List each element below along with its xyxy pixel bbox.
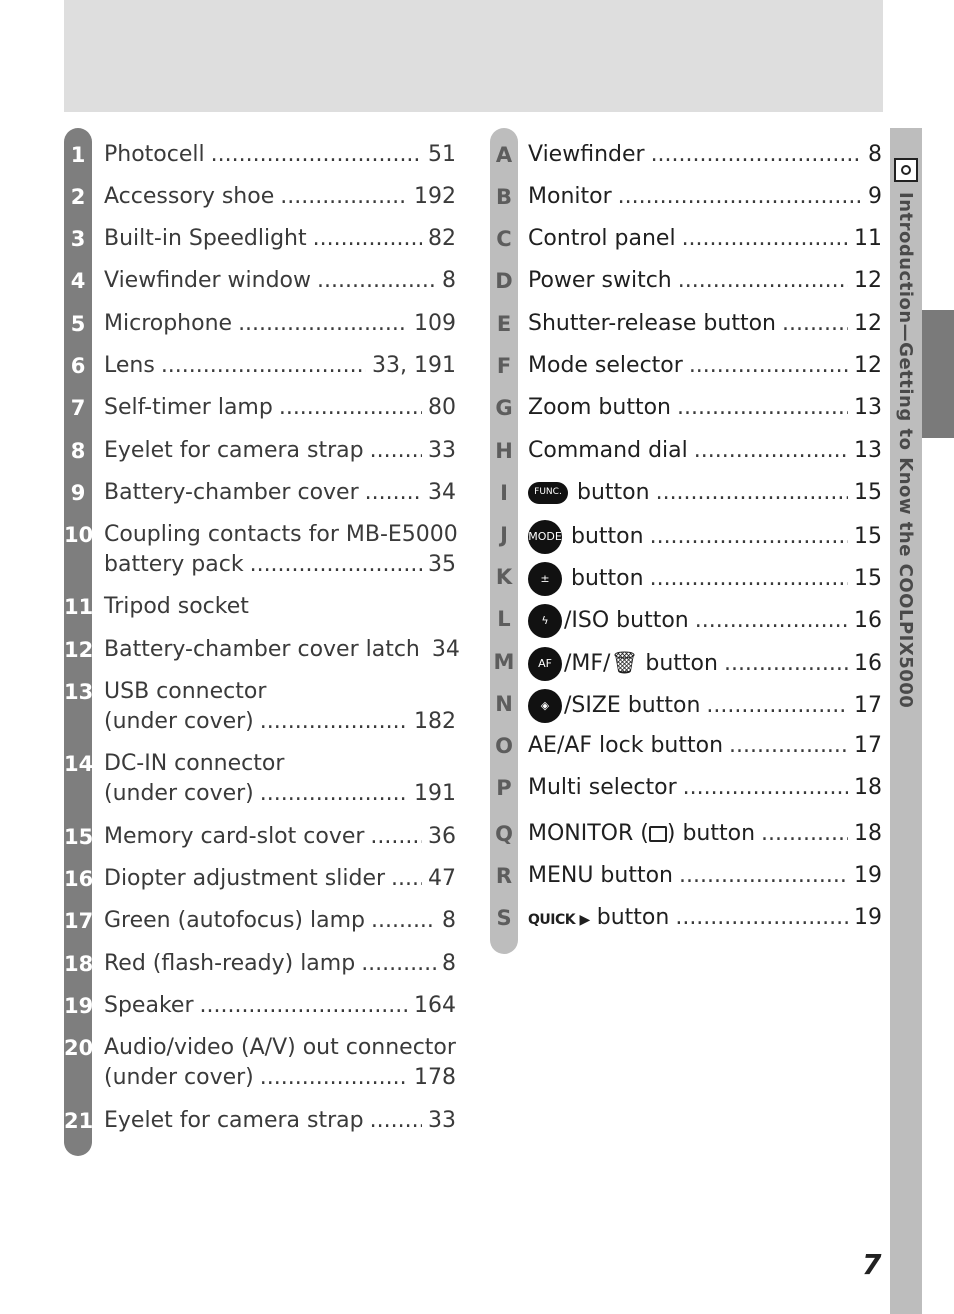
item-label: Built-in Speedlight [104, 226, 307, 251]
item-page: 36 [428, 824, 456, 849]
item-label: Monitor [528, 184, 612, 209]
quick-playback-icon: QUICK ▶ [528, 912, 590, 928]
leader-dots [706, 691, 848, 721]
item-label: Green (autofocus) lamp [104, 908, 365, 933]
item-label: Mode selector [528, 353, 683, 378]
item-label: Eyelet for camera strap [104, 1108, 364, 1133]
item-number: 3 [70, 227, 86, 251]
leader-dots [370, 822, 422, 852]
item-text [528, 520, 882, 554]
item-label: (under cover) [104, 781, 254, 806]
item-page: 13 [854, 438, 882, 463]
item-letter: N [495, 692, 513, 716]
item-number: 18 [64, 952, 94, 976]
leader-dots [761, 819, 848, 849]
item-page: 109 [414, 311, 456, 336]
item-letter: P [496, 776, 512, 800]
item-letter: G [495, 396, 513, 420]
item-letter: Q [495, 822, 513, 846]
leader-dots [650, 522, 848, 552]
item-text [104, 478, 456, 508]
item-label: Eyelet for camera strap [104, 438, 364, 463]
item-letter: A [495, 143, 513, 167]
item-text [528, 647, 882, 681]
item-text [104, 749, 456, 809]
item-label: Tripod socket [104, 594, 249, 619]
item-page: 192 [414, 184, 456, 209]
leader-dots [656, 478, 848, 508]
leader-dots [260, 707, 408, 737]
item-number: 21 [64, 1109, 94, 1133]
leader-dots [694, 436, 848, 466]
leader-dots [677, 393, 848, 423]
item-label: Battery-chamber cover [104, 480, 359, 505]
leader-dots [280, 182, 408, 212]
leader-dots [199, 991, 408, 1021]
leader-dots [695, 606, 848, 636]
item-letter: D [495, 269, 513, 293]
item-text [104, 1033, 456, 1093]
item-number: 16 [64, 867, 94, 891]
item-letter: E [496, 312, 512, 336]
item-label: Speaker [104, 993, 194, 1018]
item-text [104, 677, 456, 737]
item-page: 11 [854, 226, 882, 251]
item-label: AF /MF/🗑 button [528, 647, 718, 681]
item-line [528, 224, 882, 254]
item-letter: J [500, 523, 508, 547]
item-line [528, 819, 882, 849]
leader-dots [689, 351, 848, 381]
item-label: Battery-chamber cover latch [104, 637, 420, 662]
leader-dots [250, 550, 422, 580]
item-line [104, 393, 456, 423]
item-label: Command dial [528, 438, 688, 463]
item-line [528, 773, 882, 803]
item-line [104, 864, 456, 894]
item-label: FUNC. button [528, 478, 650, 508]
item-text [104, 949, 456, 979]
item-label: Diopter adjustment slider [104, 866, 386, 891]
item-label: Coupling contacts for MB-E5000 [104, 522, 458, 547]
item-line [104, 478, 456, 508]
leader-dots [371, 906, 436, 936]
item-page: 12 [854, 353, 882, 378]
leader-dots [391, 864, 422, 894]
item-line [104, 140, 456, 170]
item-line [528, 436, 882, 466]
item-line [104, 224, 456, 254]
item-text [528, 224, 882, 254]
item-page: 19 [854, 905, 882, 930]
item-line [104, 749, 456, 779]
item-page: 13 [854, 395, 882, 420]
item-page: 80 [428, 395, 456, 420]
item-page: 34 [431, 637, 460, 662]
item-label: Viewfinder [528, 142, 645, 167]
item-line [104, 266, 456, 296]
item-label: Memory card-slot cover [104, 824, 365, 849]
item-line [104, 635, 460, 665]
header-band [64, 0, 883, 112]
item-line [104, 351, 456, 381]
leader-dots [678, 266, 848, 296]
item-line [528, 731, 882, 761]
item-line [104, 436, 456, 466]
item-page: 8 [442, 268, 456, 293]
item-page: 15 [854, 566, 882, 591]
item-label: DC-IN connector [104, 751, 285, 776]
item-text [528, 478, 882, 508]
item-line [528, 604, 882, 638]
item-line [104, 592, 456, 622]
item-letter: R [495, 864, 513, 888]
item-text [104, 635, 460, 665]
item-line [104, 1106, 456, 1136]
item-page: 16 [854, 651, 882, 676]
flash-icon: ϟ [528, 604, 562, 638]
item-line [104, 182, 456, 212]
item-text [528, 861, 882, 891]
leader-dots [260, 1063, 408, 1093]
item-label: Lens [104, 353, 155, 378]
item-line [528, 562, 882, 596]
item-number: 10 [64, 523, 94, 547]
item-number: 9 [70, 481, 86, 505]
item-text [528, 819, 882, 849]
item-text [528, 309, 882, 339]
item-page: 15 [854, 524, 882, 549]
item-page: 182 [414, 709, 456, 734]
item-line [104, 822, 456, 852]
item-page: 34 [428, 480, 456, 505]
item-text [528, 140, 882, 170]
leader-dots [361, 949, 436, 979]
item-line [104, 677, 456, 707]
item-page: 8 [868, 142, 882, 167]
leader-dots [618, 182, 862, 212]
item-page: 12 [854, 268, 882, 293]
item-line [104, 520, 456, 550]
item-page: 12 [854, 311, 882, 336]
item-label: Audio/video (A/V) out connector [104, 1035, 456, 1060]
leader-dots [782, 309, 848, 339]
exposure-compensation-icon: ± [528, 562, 562, 596]
item-line [528, 520, 882, 554]
item-page: 19 [854, 863, 882, 888]
item-page: 33, 191 [372, 353, 456, 378]
item-line [528, 689, 882, 723]
item-text [104, 520, 456, 580]
item-line [104, 1033, 456, 1063]
item-letter: K [495, 565, 513, 589]
item-page: 8 [442, 951, 456, 976]
item-page: 164 [414, 993, 456, 1018]
item-line [104, 906, 456, 936]
item-label: Accessory shoe [104, 184, 275, 209]
item-text [528, 351, 882, 381]
leader-dots [238, 309, 408, 339]
item-text [528, 562, 882, 596]
item-text [528, 731, 882, 761]
item-text [104, 436, 456, 466]
item-letter: M [493, 650, 515, 674]
leader-dots [729, 731, 848, 761]
item-label: Shutter-release button [528, 311, 776, 336]
item-text [528, 436, 882, 466]
item-text [528, 266, 882, 296]
camera-icon [894, 158, 918, 182]
item-letter: F [496, 354, 512, 378]
item-page: 178 [414, 1065, 456, 1090]
item-number: 1 [70, 143, 86, 167]
item-text [104, 1106, 456, 1136]
item-page: 33 [428, 1108, 456, 1133]
item-line [104, 991, 456, 1021]
item-text [528, 903, 882, 935]
item-letter: B [495, 185, 512, 209]
section-tab [922, 310, 954, 438]
leader-dots [650, 564, 848, 594]
item-line [528, 861, 882, 891]
item-text [104, 266, 456, 296]
item-page: 35 [428, 552, 456, 577]
leader-dots [683, 773, 848, 803]
quality-icon: ◈ [528, 689, 562, 723]
item-number: 20 [64, 1036, 94, 1060]
item-page: 33 [428, 438, 456, 463]
item-label: MODE button [528, 520, 644, 554]
item-page: 8 [442, 908, 456, 933]
item-page: 9 [868, 184, 882, 209]
item-label: QUICK ▶ button [528, 905, 670, 930]
item-text [104, 592, 456, 622]
leader-dots [682, 224, 848, 254]
item-label: (under cover) [104, 709, 254, 734]
item-text [104, 393, 456, 423]
leader-dots [317, 266, 436, 296]
item-number: 2 [70, 185, 86, 209]
monitor-icon [649, 826, 667, 842]
item-text [528, 393, 882, 423]
item-line [104, 779, 456, 809]
item-label: Self-timer lamp [104, 395, 273, 420]
item-page: 82 [428, 226, 456, 251]
item-label: Control panel [528, 226, 676, 251]
item-number: 4 [70, 269, 86, 293]
item-label: Multi selector [528, 775, 677, 800]
leader-dots [724, 649, 848, 679]
item-line [104, 309, 456, 339]
item-line [528, 393, 882, 423]
item-line [528, 351, 882, 381]
item-page: 191 [414, 781, 456, 806]
item-text [104, 309, 456, 339]
leader-dots [370, 436, 422, 466]
af-icon: AF [528, 647, 562, 681]
item-number: 5 [70, 312, 86, 336]
item-number: 6 [70, 354, 86, 378]
item-line [528, 478, 882, 508]
item-line [104, 550, 456, 580]
item-number: 12 [64, 638, 94, 662]
leader-dots [651, 140, 862, 170]
item-label: ϟ /ISO button [528, 604, 689, 638]
item-label: Photocell [104, 142, 205, 167]
section-title: Introduction—Getting to Know the COOLPIX5000 [895, 192, 916, 709]
item-page: 17 [854, 693, 882, 718]
item-letter: L [497, 607, 511, 631]
item-label: ◈ /SIZE button [528, 689, 700, 723]
item-number: 7 [70, 396, 86, 420]
item-text [528, 773, 882, 803]
mode-button-icon: MODE [528, 520, 562, 554]
item-label: AE/AF lock button [528, 733, 724, 758]
item-line [528, 903, 882, 935]
item-page: 17 [854, 733, 882, 758]
item-letter: S [496, 906, 512, 930]
item-number: 19 [64, 994, 94, 1018]
item-text [528, 604, 882, 638]
item-page: 18 [854, 775, 882, 800]
item-text [528, 689, 882, 723]
page-number: 7 [862, 1248, 882, 1281]
item-text [104, 906, 456, 936]
leader-dots [279, 393, 422, 423]
item-text [104, 182, 456, 212]
func-button-icon: FUNC. [528, 482, 568, 504]
item-label: USB connector [104, 679, 267, 704]
item-label: MENU button [528, 863, 673, 888]
leader-dots [161, 351, 366, 381]
item-letter: I [500, 481, 508, 505]
item-label: battery pack [104, 552, 244, 577]
item-number: 13 [64, 680, 94, 704]
item-text [104, 224, 456, 254]
item-page: 47 [428, 866, 456, 891]
item-line [528, 647, 882, 681]
item-page: 18 [854, 821, 882, 846]
item-label: MONITOR ( ) button [528, 821, 756, 846]
item-page: 51 [428, 142, 456, 167]
item-label: ± button [528, 562, 644, 596]
leader-dots [260, 779, 408, 809]
leader-dots [313, 224, 422, 254]
item-text [104, 822, 456, 852]
item-text [104, 351, 456, 381]
item-label: Microphone [104, 311, 233, 336]
item-line [528, 266, 882, 296]
item-number: 8 [70, 439, 86, 463]
item-page: 15 [854, 480, 882, 505]
leader-dots [675, 903, 848, 933]
item-letter: C [496, 227, 512, 251]
item-line [528, 182, 882, 212]
leader-dots [365, 478, 422, 508]
leader-dots [211, 140, 422, 170]
item-line [104, 949, 456, 979]
item-number: 17 [64, 909, 94, 933]
item-text [104, 140, 456, 170]
item-letter: O [495, 734, 513, 758]
item-label: Red (flash-ready) lamp [104, 951, 356, 976]
item-label: Zoom button [528, 395, 671, 420]
item-text [104, 991, 456, 1021]
item-line [528, 140, 882, 170]
item-number: 15 [64, 825, 94, 849]
leader-dots [679, 861, 848, 891]
item-line [104, 1063, 456, 1093]
item-number: 14 [64, 752, 94, 776]
item-number: 11 [64, 595, 94, 619]
item-label: (under cover) [104, 1065, 254, 1090]
item-letter: H [495, 439, 513, 463]
item-line [528, 309, 882, 339]
item-label: Power switch [528, 268, 672, 293]
item-line [104, 707, 456, 737]
item-text [104, 864, 456, 894]
leader-dots [370, 1106, 422, 1136]
item-text [528, 182, 882, 212]
item-label: Viewfinder window [104, 268, 312, 293]
item-page: 16 [854, 608, 882, 633]
